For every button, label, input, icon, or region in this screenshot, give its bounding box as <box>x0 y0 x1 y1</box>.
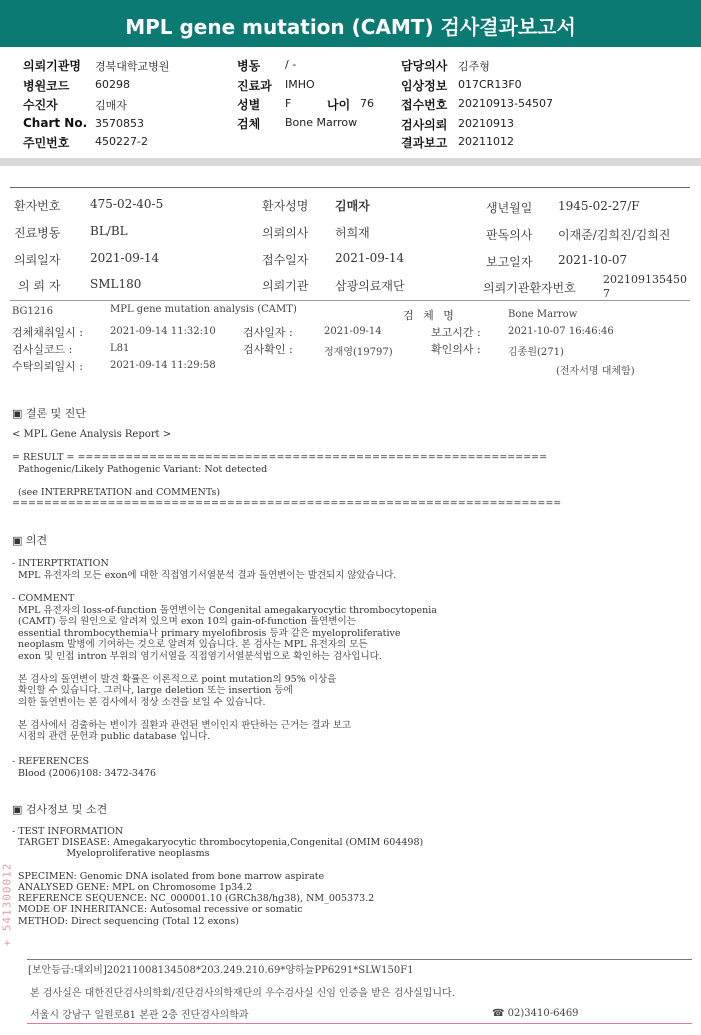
room-value: L81 <box>110 343 130 354</box>
hdr-label: 수진자 <box>23 98 58 112</box>
field-value: SML180 <box>90 277 142 291</box>
hdr-label: 나이 <box>327 98 351 112</box>
field-label: 의뢰기관 <box>262 279 309 293</box>
field-label: 환자번호 <box>14 199 61 213</box>
divider <box>10 300 690 301</box>
hdr-value: F <box>285 97 292 110</box>
hdr-value: 김매자 <box>95 99 127 112</box>
comment-block: - COMMENT MPL 유전자의 loss-of-function 돌연변이는 Congenital amegakaryocytic thrombocytopenia (CAMT) 등의 원인으로 알려져 있으며 exon 10의 gain-of-function 돌연변이는 essential thrombocythemia나 primary myelofibrosis 등과 같은 myeloproliferative neoplasm 발병에 기여하는 것으로 알려져 있습니다. 본 검사는 MPL 유전자의 모든 exon 및 인접 intron 부위의 염기서열을 직접염기서열분석법으로 확인하는 검사입니다. 본 검사의 돌연변이 발견 확률은 이론적으로 point mutation의 95% 이상을 확인할 수 있습니다. 그러나, large deletion 또는 insertion 등에 의한 돌연변이는 본 검사에서 정상 소견을 보일 수 있습니다. 본 검사에서 검출하는 변이가 질환과 관련된 변이인지 판단하는 근거는 결과 보고 시점의 관련 문헌과 public database 입니다. <box>12 593 437 742</box>
section-title-opinion: ▣ 의견 <box>12 534 48 547</box>
specimen-value: Bone Marrow <box>508 309 578 320</box>
divider <box>10 187 690 188</box>
field-label: 생년월일 <box>486 201 533 215</box>
recv-value: 2021-09-14 11:29:58 <box>110 360 216 371</box>
field-label: 진료병동 <box>14 226 61 240</box>
recv-label: 수탁의뢰일시 : <box>12 360 83 373</box>
report-title: MPL gene mutation (CAMT) 검사결과보고서 <box>125 15 576 39</box>
test-information-block: - TEST INFORMATION TARGET DISEASE: Amegakaryocytic thrombocytopenia,Congenital (OMIM 604498) Myeloproliferative neoplasms SPECIMEN: Genomic DNA isolated from bone marrow aspirate ANALYSED GENE: MPL on Chromosome 1p34.2 REFERENCE SEQUENCE: NC_000001.10 (GRCh38/hg38), NM_005373.2 MODE OF INHERITANCE: Autosomal recessive or somatic METHOD: Direct sequencing (Total 12 exons) <box>12 826 424 927</box>
field-value: 2021-09-14 <box>90 251 160 265</box>
hdr-label: 검사의뢰 <box>401 118 448 132</box>
hdr-value: 017CR13F0 <box>458 78 522 91</box>
field-label: 접수일자 <box>262 253 309 267</box>
hdr-value: 김주형 <box>458 60 490 73</box>
doctor-label: 확인의사 : <box>431 343 481 356</box>
field-label: 의 뢰 자 <box>18 279 61 293</box>
hdr-label: 진료과 <box>237 79 272 93</box>
field-value: 김매자 <box>335 199 370 213</box>
result-block: = RESULT = =========================================================== Pathogenic/Likely Pathogenic Variant: Not detected (see INTERPRETATION and COMMENTs) ===================================================================== <box>12 452 562 509</box>
field-label: 보고일자 <box>486 255 533 269</box>
testdate-label: 검사일자 : <box>243 326 293 339</box>
hdr-value: 20210913 <box>458 117 514 130</box>
report-title-banner <box>0 0 701 47</box>
address: 서울시 강남구 일원로81 본관 2층 진단검사의학과 <box>30 1010 249 1021</box>
interpretation-block: - INTERPTRTATION MPL 유전자의 모든 exon에 대한 직접염기서열분석 결과 돌연변이는 발견되지 않았습니다. <box>12 558 397 581</box>
test-name: MPL gene mutation analysis (CAMT) <box>110 304 297 315</box>
test-code: BG1216 <box>12 306 53 317</box>
phone: ☎ 02)3410-6469 <box>492 1008 579 1019</box>
hdr-label: 검체 <box>237 117 261 131</box>
confirm-value: 정재영(19797) <box>324 347 393 358</box>
field-value: 202109135450 <box>603 273 687 286</box>
field-value: 2021-10-07 <box>558 253 628 267</box>
report-time-label: 보고시간 : <box>431 326 481 339</box>
hdr-label: 결과보고 <box>401 136 448 150</box>
field-value: 삼광의료재단 <box>335 279 405 293</box>
security-line: [보안등급:대외비]20211008134508*203.249.210.69*양하늘PP6291*SLW150F1 <box>28 965 414 976</box>
hdr-value: 60298 <box>95 78 130 91</box>
hdr-label: 담당의사 <box>401 59 448 73</box>
section-title-info: ▣ 검사정보 및 소견 <box>12 803 108 816</box>
footer-underline <box>27 1023 692 1024</box>
hdr-value: 20210913-54507 <box>458 97 553 110</box>
hdr-label: 주민번호 <box>23 136 70 150</box>
section-title-conclusion: ▣ 결론 및 진단 <box>12 407 87 420</box>
specimen-label: 검 체 명 <box>403 309 457 322</box>
divider-bar <box>0 158 701 166</box>
references-block: - REFERENCES Blood (2006)108: 3472-3476 <box>12 756 157 779</box>
certification-text: 본 검사실은 대한진단검사의학회/진단검사의학재단의 우수검사실 신임 인증을 받은 검사실입니다. <box>30 988 455 999</box>
report-time-value: 2021-10-07 16:46:46 <box>508 326 614 337</box>
hdr-label: 접수번호 <box>401 98 448 112</box>
field-value: 475-02-40-5 <box>90 197 164 211</box>
collect-value: 2021-09-14 11:32:10 <box>110 326 216 337</box>
report-heading: < MPL Gene Analysis Report > <box>12 429 172 440</box>
field-value: 2021-09-14 <box>335 251 405 265</box>
hdr-value: / - <box>285 58 297 71</box>
hdr-value: 경북대학교병원 <box>95 60 170 73</box>
field-label: 의뢰의사 <box>262 226 309 240</box>
stamp-number: + 541300012 <box>0 862 14 947</box>
hdr-value: 20211012 <box>458 135 514 148</box>
field-value: BL/BL <box>90 224 128 238</box>
field-label: 의뢰일자 <box>14 253 61 267</box>
field-value: 허희재 <box>335 226 370 240</box>
field-value: 이재준/김희진/김희진 <box>558 228 671 242</box>
hdr-label: 병동 <box>237 59 261 73</box>
hdr-label: 임상정보 <box>401 79 448 93</box>
divider <box>27 959 692 960</box>
field-value: 7 <box>603 287 610 300</box>
field-label: 판독의사 <box>486 228 533 242</box>
confirm-label: 검사확인 : <box>243 343 293 356</box>
room-label: 검사실코드 : <box>12 343 73 356</box>
hdr-value: 450227-2 <box>95 135 148 148</box>
hdr-value: 3570853 <box>95 117 144 130</box>
hdr-value: 76 <box>360 97 374 110</box>
hdr-label: 병원코드 <box>23 79 70 93</box>
hdr-label: Chart No. <box>23 116 88 130</box>
hdr-label: 성별 <box>237 98 261 112</box>
esign-note: (전자서명 대체함) <box>556 366 635 377</box>
field-value: 1945-02-27/F <box>558 199 640 213</box>
doctor-value: 김종원(271) <box>508 347 564 358</box>
testdate-value: 2021-09-14 <box>324 326 382 337</box>
hdr-value: IMHO <box>285 78 315 91</box>
field-label: 환자성명 <box>262 199 309 213</box>
collect-label: 검체채취일시 : <box>12 326 83 339</box>
side-stamp <box>0 815 14 955</box>
hdr-label: 의뢰기관명 <box>23 59 81 73</box>
hdr-value: Bone Marrow <box>285 116 358 129</box>
field-label: 의뢰기관환자번호 <box>483 281 576 295</box>
